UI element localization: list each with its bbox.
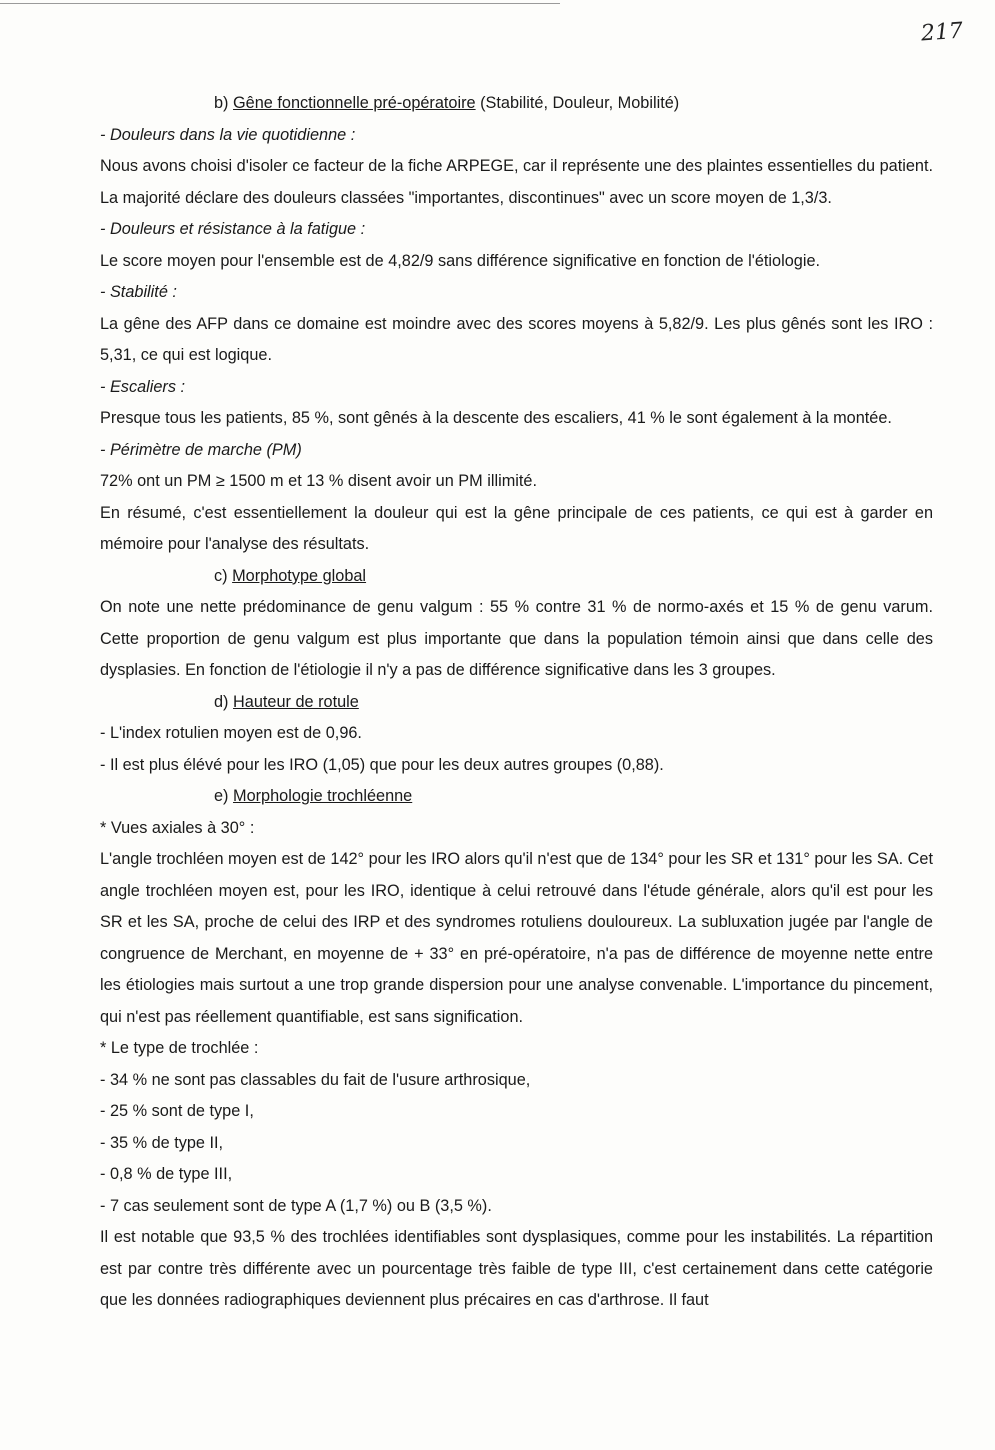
douleurs-vie-text: Nous avons choisi d'isoler ce facteur de la fiche ARPEGE, car il représente une des plaintes essentielles du patient. La majorité déclare des douleurs classées "importantes, discontinues" avec un score moyen de 1,3/3. xyxy=(100,157,934,207)
section-e-title: Morphologie trochléenne xyxy=(233,787,413,805)
final-paragraph: Il est notable que 93,5 % des trochlées identifiables sont dysplasiques, comme pour les instabilités. La répartition est par contre très différente avec un pourcentage très faible de type III, c'est certainement dans cette catégorie que les données radiographiques deviennent plus précaires en cas d'arthrose. Il faut xyxy=(100,1228,933,1309)
document-body xyxy=(100,88,933,1317)
resume-text: En résumé, c'est essentiellement la douleur qui est la gêne principale de ces patients, ce qui est à garder en mémoire pour l'analyse des résultats. xyxy=(100,503,933,553)
stabilite-text: La gêne des AFP dans ce domaine est moindre avec des scores moyens à 5,82/9. Les plus gênés sont les IRO : 5,31, ce qui est logique. xyxy=(100,314,933,364)
section-c-title: Morphotype global xyxy=(232,566,367,585)
douleurs-fatigue-heading: - Douleurs et résistance à la fatigue : xyxy=(100,220,366,238)
section-c-text: On note une nette prédominance de genu valgum : 55 % contre 31 % de normo-axés et 15 % de genu varum. Cette proportion de genu valgum est plus importante que dans la population témoin ainsi que dans celle des dysplasies. En fonction de l'étiologie il n'y a pas de différence significative dans les 3 groupes. xyxy=(100,598,933,679)
list-item: - 34 % ne sont pas classables du fait de l'usure arthrosique, xyxy=(100,1070,531,1089)
section-e-heading xyxy=(100,781,933,813)
section-b-title: Gêne fonctionnelle pré-opératoire xyxy=(233,94,476,112)
section-e-prefix: e) xyxy=(214,787,234,805)
section-d-title: Hauteur de rotule xyxy=(233,692,359,711)
section-c-prefix: c) xyxy=(214,566,233,585)
section-d-heading xyxy=(100,687,933,719)
douleurs-fatigue-text: Le score moyen pour l'ensemble est de 4,82/9 sans différence significative en fonction de l'étiologie. xyxy=(100,251,821,270)
list-item: - 35 % de type II, xyxy=(100,1133,224,1152)
section-c-heading xyxy=(100,561,933,593)
section-b-suffix: (Stabilité, Douleur, Mobilité) xyxy=(475,94,680,112)
perimetre-heading: - Périmètre de marche (PM) xyxy=(100,440,302,459)
section-b-prefix: b) xyxy=(214,94,234,112)
escaliers-heading: - Escaliers : xyxy=(100,377,186,396)
list-item: - 7 cas seulement sont de type A (1,7 %) ou B (3,5 %). xyxy=(100,1196,492,1215)
type-trochlee-heading: * Le type de trochlée : xyxy=(100,1039,259,1057)
douleurs-vie-heading: - Douleurs dans la vie quotidienne : xyxy=(100,125,356,144)
vues-axiales-heading: * Vues axiales à 30° : xyxy=(100,818,255,837)
section-b-heading xyxy=(100,88,933,120)
page-number: 217 xyxy=(920,18,964,47)
escaliers-text: Presque tous les patients, 85 %, sont gênés à la descente des escaliers, 41 % le sont également à la montée. xyxy=(100,409,892,427)
vues-axiales-text: L'angle trochléen moyen est de 142° pour les IRO alors qu'il n'est que de 134° pour les SR et 131° pour les SA. Cet angle trochléen moyen est, pour les IRO, identique à celui retrouvé dans l'étude générale, alors qu'il est pour les SR et les SA, proche de celui des IRP et des syndromes rotuliens douloureux. La subluxation jugée par l'angle de congruence de Merchant, en moyenne de + 33° en pré-opératoire, n'a pas de différence de moyenne nette entre les étiologies mais surtout a une trop grande dispersion pour une analyse convenable. L'importance du pincement, qui n'est pas réellement quantifiable, est sans signification. xyxy=(100,850,933,1026)
list-item: - 25 % sont de type I, xyxy=(100,1102,254,1120)
perimetre-text: 72% ont un PM ≥ 1500 m et 13 % disent avoir un PM illimité. xyxy=(100,472,537,490)
scan-edge-line xyxy=(0,3,560,4)
stabilite-heading: - Stabilité : xyxy=(100,283,177,301)
section-d-prefix: d) xyxy=(214,692,234,711)
list-item: - 0,8 % de type III, xyxy=(100,1165,233,1183)
section-d-line-2: - Il est plus élévé pour les IRO (1,05) que pour les deux autres groupes (0,88). xyxy=(100,755,664,774)
section-d-line-1: - L'index rotulien moyen est de 0,96. xyxy=(100,724,362,742)
